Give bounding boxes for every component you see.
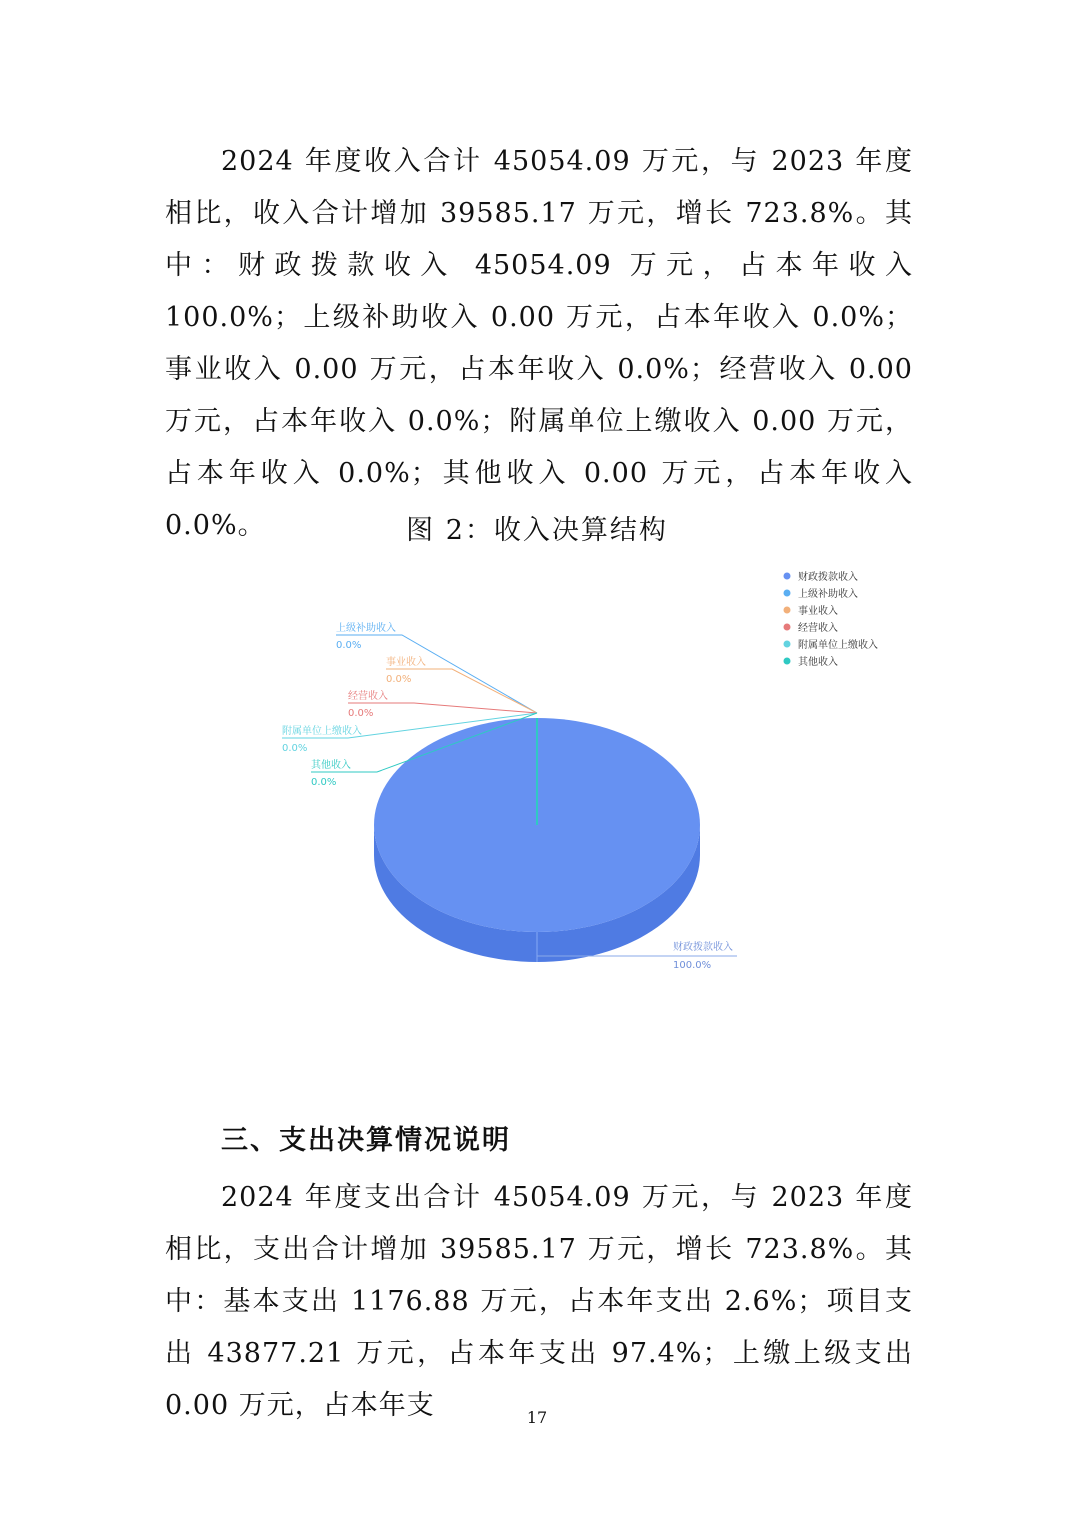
data-label-value-2: 0.0% [386, 674, 412, 685]
legend-marker-3 [784, 624, 791, 631]
legend-marker-2 [784, 607, 791, 614]
leader-line-3 [348, 703, 537, 713]
legend-marker-4 [784, 641, 791, 648]
figure-caption: 图 2：收入决算结构 [406, 515, 668, 546]
legend-label-0: 财政拨款收入 [798, 572, 858, 583]
data-label-name-3: 经营收入 [348, 691, 388, 702]
legend-label-4: 附属单位上缴收入 [798, 640, 878, 651]
legend-label-3: 经营收入 [798, 623, 838, 634]
expense-paragraph: 2024 年度支出合计 45054.09 万元，与 2023 年度相比，支出合计增加 39585.17 万元，增长 723.8%。其中：基本支出 1176.88 万元，占本年支出 2.6%；项目支出 43877.21 万元，占本年支出 97.4%；上缴上级支出 0.00 万元，占本年支 [165, 1182, 913, 1421]
page-number: 17 [526, 1408, 548, 1427]
data-label-value-0: 100.0% [673, 960, 712, 971]
data-label-name-2: 事业收入 [386, 657, 426, 668]
data-label-name-5: 其他收入 [311, 760, 351, 771]
income-paragraph: 2024 年度收入合计 45054.09 万元，与 2023 年度相比，收入合计增加 39585.17 万元，增长 723.8%。其中：财政拨款收入 45054.09 万元，占本年收入 100.0%；上级补助收入 0.00 万元，占本年收入 0.0%；事业收入 0.00 万元，占本年收入 0.0%；经营收入 0.00 万元，占本年收入 0.0%；附属单位上缴收入 0.00 万元，占本年收入 0.0%；其他收入 0.00 万元，占本年收入 0.0%。 [165, 146, 913, 541]
legend-marker-0 [784, 573, 791, 580]
legend-label-5: 其他收入 [798, 657, 838, 668]
data-label-value-5: 0.0% [311, 777, 337, 788]
data-label-value-4: 0.0% [282, 743, 308, 754]
legend-marker-5 [784, 658, 791, 665]
data-label-value-1: 0.0% [336, 640, 362, 651]
legend-label-2: 事业收入 [798, 606, 838, 617]
legend-marker-1 [784, 590, 791, 597]
data-label-name-0: 财政拨款收入 [673, 942, 733, 953]
legend-label-1: 上级补助收入 [798, 589, 858, 600]
data-label-name-1: 上级补助收入 [336, 623, 396, 634]
section-heading: 三、支出决算情况说明 [221, 1125, 511, 1156]
income-structure-pie-chart [0, 560, 1074, 990]
data-label-name-4: 附属单位上缴收入 [282, 726, 362, 737]
data-label-value-3: 0.0% [348, 708, 374, 719]
